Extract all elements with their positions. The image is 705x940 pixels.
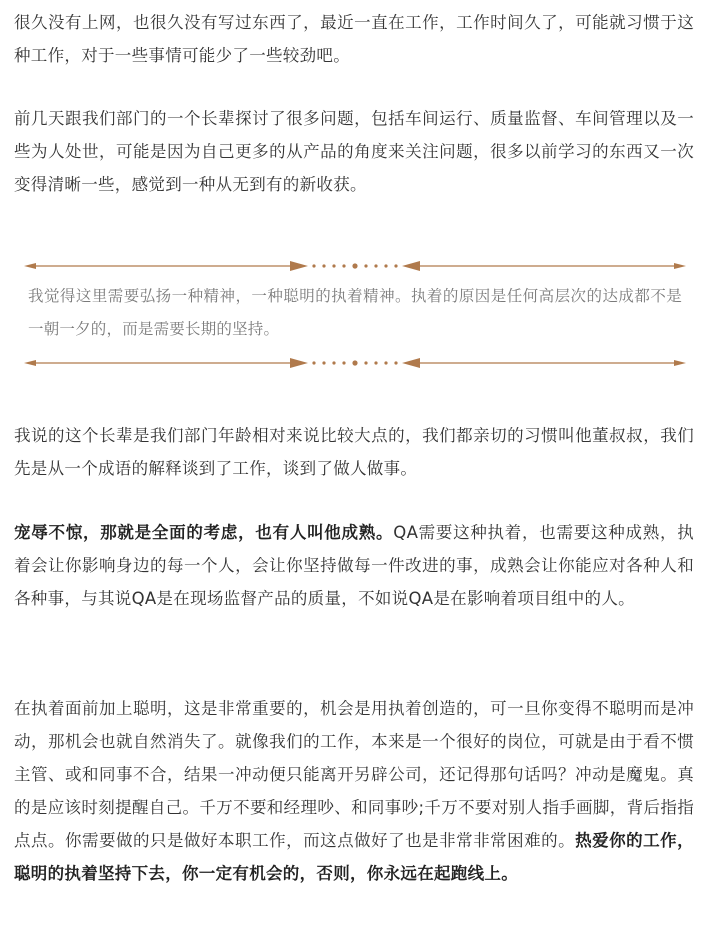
paragraph-conclusion-text: 在执着面前加上聪明，这是非常重要的，机会是用执着创造的，可一旦你变得不聪明而是冲动，那机会也就自然消失了。就像我们的工作，本来是一个很好的岗位，可就是由于看不惯主管、或和同事不合，结果一冲动便只能离开另辟公司，还记得那句话吗？冲动是魔鬼。真的是应该时刻提醒自己。千万不要和经理吵、和同事吵;千万不要对别人指手画脚，背后指指点点。你需要做的只是做好本职工作，而这点做好了也是非常非常困难的。	[14, 699, 694, 850]
paragraph-conclusion-bold: 热爱你的工作，聪明的执着坚持下去，你一定有机会的，否则，你永远在起跑线上。	[14, 831, 694, 883]
ornamental-divider-bottom	[22, 355, 688, 371]
paragraph-discussion: 前几天跟我们部门的一个长辈探讨了很多问题，包括车间运行、质量监督、车间管理以及一些为人处世，可能是因为自己更多的从产品的角度来关注问题，很多以前学习的东西又一次变得清晰一些，感觉到一种从无到有的新收获。	[14, 109, 694, 194]
paragraph-intro: 很久没有上网，也很久没有写过东西了，最近一直在工作，工作时间久了，可能就习惯于这种工作，对于一些事情可能少了一些较劲吧。	[14, 13, 694, 65]
paragraph-maturity-bold: 宠辱不惊，那就是全面的考虑，也有人叫他成熟。	[14, 523, 394, 542]
paragraph-maturity	[14, 516, 694, 615]
ornamental-divider-top	[22, 258, 688, 274]
quote-text: 我觉得这里需要弘扬一种精神，一种聪明的执着精神。执着的原因是任何高层次的达成都不是一朝一夕的，而是需要长期的坚持。	[28, 287, 682, 338]
paragraph-conclusion	[14, 692, 694, 890]
paragraph-maturity-text: QA需要这种执着，也需要这种成熟，执着会让你影响身边的每一个人，会让你坚持做每一件改进的事，成熟会让你能应对各种人和各种事，与其说QA是在现场监督产品的质量，不如说QA是在影响着项目组中的人。	[14, 523, 694, 608]
paragraph-elder: 我说的这个长辈是我们部门年龄相对来说比较大点的，我们都亲切的习惯叫他董叔叔，我们先是从一个成语的解释谈到了工作，谈到了做人做事。	[14, 426, 694, 478]
quote-block	[22, 255, 688, 373]
